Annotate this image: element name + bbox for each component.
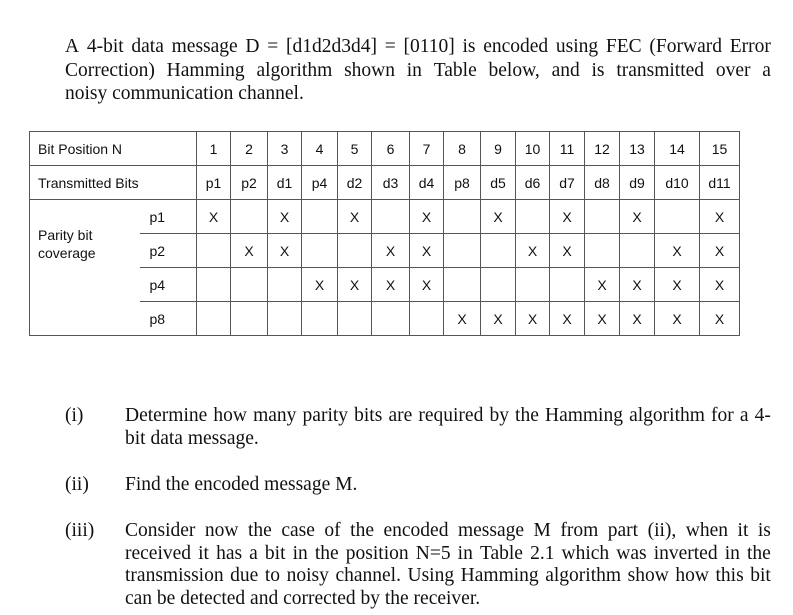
transmitted-bit-cell: d1 bbox=[268, 166, 302, 200]
coverage-mark-cell: X bbox=[585, 268, 620, 302]
bit-position-cell: 4 bbox=[302, 132, 338, 166]
coverage-mark-cell: X bbox=[516, 302, 550, 336]
word: the bbox=[350, 520, 374, 541]
transmitted-bit-cell: d9 bbox=[620, 166, 655, 200]
question-number: (ii) bbox=[65, 474, 89, 495]
bit-position-header: Bit Position N bbox=[30, 132, 197, 166]
bit-position-cell: 7 bbox=[410, 132, 444, 166]
bit-position-cell: 9 bbox=[481, 132, 516, 166]
question-line bbox=[125, 588, 771, 611]
question-line bbox=[125, 428, 771, 451]
coverage-mark-cell: X bbox=[268, 234, 302, 268]
word: it bbox=[737, 520, 749, 541]
word: A bbox=[65, 36, 80, 57]
word: position bbox=[345, 542, 409, 564]
coverage-mark-cell: X bbox=[268, 200, 302, 234]
table-row-transmitted-bits bbox=[30, 166, 740, 200]
word: has bbox=[216, 542, 243, 564]
coverage-empty-cell bbox=[585, 234, 620, 268]
word: channel. bbox=[335, 565, 401, 586]
coverage-empty-cell bbox=[338, 234, 372, 268]
word: can be detected and corrected by the receiver. bbox=[125, 587, 481, 609]
word: message bbox=[171, 36, 238, 57]
coverage-empty-cell bbox=[302, 302, 338, 336]
word: 4- bbox=[754, 405, 771, 426]
coverage-mark-cell: X bbox=[338, 268, 372, 302]
coverage-mark-cell: X bbox=[585, 302, 620, 336]
coverage-mark-cell: X bbox=[655, 234, 700, 268]
transmitted-bit-cell: d5 bbox=[481, 166, 516, 200]
coverage-empty-cell bbox=[268, 302, 302, 336]
coverage-mark-cell: X bbox=[410, 200, 444, 234]
coverage-empty-cell bbox=[231, 302, 268, 336]
word: (ii), bbox=[647, 520, 677, 541]
word: bit bbox=[750, 565, 771, 586]
question-line bbox=[125, 520, 771, 543]
transmitted-bit-cell: d8 bbox=[585, 166, 620, 200]
coverage-empty-cell bbox=[410, 302, 444, 336]
transmitted-bit-cell: p8 bbox=[444, 166, 481, 200]
word: Determine bbox=[125, 405, 208, 426]
intro-line bbox=[65, 59, 771, 83]
word: = bbox=[384, 36, 396, 57]
coverage-empty-cell bbox=[550, 268, 585, 302]
word: = bbox=[267, 36, 279, 57]
bit-position-cell: 2 bbox=[231, 132, 268, 166]
word: now bbox=[204, 520, 239, 541]
word: Using bbox=[407, 565, 455, 586]
parity-bit-label: p2 bbox=[140, 234, 197, 268]
coverage-empty-cell bbox=[338, 302, 372, 336]
coverage-label-line: Parity bit bbox=[38, 226, 93, 243]
word: transmitted bbox=[616, 59, 705, 81]
coverage-mark-cell: X bbox=[620, 302, 655, 336]
word: encoded bbox=[383, 520, 449, 541]
coverage-mark-cell: X bbox=[481, 200, 516, 234]
word: are bbox=[388, 405, 413, 426]
word: Error bbox=[729, 36, 771, 57]
bit-position-cell: 12 bbox=[585, 132, 620, 166]
coverage-mark-cell: X bbox=[231, 234, 268, 268]
bit-position-cell: 15 bbox=[700, 132, 740, 166]
bit-position-cell: 3 bbox=[268, 132, 302, 166]
transmitted-bit-cell: d7 bbox=[550, 166, 585, 200]
word: M bbox=[533, 520, 551, 541]
coverage-empty-cell bbox=[268, 268, 302, 302]
word: for bbox=[711, 405, 734, 426]
word: the bbox=[314, 542, 339, 564]
coverage-empty-cell bbox=[481, 268, 516, 302]
word: transmission bbox=[125, 565, 224, 586]
transmitted-bit-cell: d11 bbox=[700, 166, 740, 200]
word: how bbox=[675, 565, 709, 586]
hamming-coverage-table bbox=[29, 131, 740, 336]
intro-line bbox=[65, 35, 771, 59]
word: Hamming bbox=[460, 565, 539, 586]
word: which bbox=[561, 542, 610, 564]
coverage-empty-cell bbox=[302, 234, 338, 268]
transmitted-bit-cell: d6 bbox=[516, 166, 550, 200]
coverage-mark-cell: X bbox=[550, 200, 585, 234]
coverage-mark-cell: X bbox=[338, 200, 372, 234]
word: D bbox=[245, 36, 260, 57]
hamming-table-container bbox=[29, 131, 740, 336]
word: in bbox=[724, 542, 740, 564]
word: Find the encoded message M. bbox=[125, 474, 358, 495]
word: received bbox=[125, 542, 192, 564]
word: FEC bbox=[605, 36, 642, 57]
word: Table bbox=[479, 542, 523, 564]
coverage-mark-cell: X bbox=[700, 234, 740, 268]
word: this bbox=[715, 565, 744, 586]
transmitted-bit-cell: d10 bbox=[655, 166, 700, 200]
word: how bbox=[213, 405, 247, 426]
parity-coverage-text bbox=[38, 226, 140, 262]
coverage-mark-cell: X bbox=[620, 200, 655, 234]
coverage-mark-cell: X bbox=[372, 234, 410, 268]
coverage-mark-cell: X bbox=[655, 268, 700, 302]
word: [0110] bbox=[403, 36, 455, 57]
word: required bbox=[418, 405, 484, 426]
coverage-mark-cell: X bbox=[516, 234, 550, 268]
word: it bbox=[198, 542, 209, 564]
word: and bbox=[551, 59, 580, 81]
word: algorithm bbox=[629, 405, 705, 426]
bit-position-cell: 14 bbox=[655, 132, 700, 166]
coverage-empty-cell bbox=[197, 268, 231, 302]
coverage-mark-cell: X bbox=[550, 234, 585, 268]
word: a bbox=[739, 405, 749, 426]
table-row-parity-p4 bbox=[30, 268, 740, 302]
coverage-mark-cell: X bbox=[550, 302, 585, 336]
coverage-empty-cell bbox=[444, 200, 481, 234]
question-number: (i) bbox=[65, 405, 84, 426]
coverage-empty-cell bbox=[444, 268, 481, 302]
parity-coverage-label bbox=[30, 200, 140, 268]
coverage-mark-cell: X bbox=[372, 268, 410, 302]
parity-bit-label: p4 bbox=[140, 268, 197, 302]
word: to bbox=[264, 565, 281, 586]
coverage-empty-cell bbox=[516, 268, 550, 302]
question-line bbox=[125, 565, 771, 588]
word: in bbox=[457, 542, 473, 564]
coverage-mark-cell: X bbox=[700, 268, 740, 302]
parity-bit-label: p8 bbox=[140, 302, 197, 336]
word: part bbox=[607, 520, 639, 541]
word: in bbox=[292, 542, 308, 564]
transmitted-bit-cell: p2 bbox=[231, 166, 268, 200]
coverage-empty-cell bbox=[444, 234, 481, 268]
intro-paragraph bbox=[65, 35, 771, 106]
word: bit bbox=[264, 542, 286, 564]
word: noisy communication channel. bbox=[65, 83, 304, 104]
word: parity bbox=[302, 405, 349, 426]
transmitted-bit-cell: d4 bbox=[410, 166, 444, 200]
coverage-empty-cell bbox=[302, 200, 338, 234]
transmitted-bit-cell: d2 bbox=[338, 166, 372, 200]
word: message bbox=[457, 520, 525, 541]
table-row-bit-position bbox=[30, 132, 740, 166]
word: due bbox=[230, 565, 259, 586]
parity-label-blank bbox=[30, 268, 140, 336]
word: in bbox=[406, 59, 422, 81]
word: below, bbox=[488, 59, 540, 81]
word: the bbox=[248, 520, 272, 541]
bit-position-cell: 6 bbox=[372, 132, 410, 166]
word: of bbox=[324, 520, 341, 541]
word: from bbox=[560, 520, 599, 541]
coverage-empty-cell bbox=[655, 200, 700, 234]
word: the bbox=[515, 405, 539, 426]
bit-position-cell: 5 bbox=[338, 132, 372, 166]
word: by bbox=[489, 405, 509, 426]
parity-bit-label: p1 bbox=[140, 200, 197, 234]
bit-position-cell: 8 bbox=[444, 132, 481, 166]
coverage-mark-cell: X bbox=[410, 268, 444, 302]
coverage-empty-cell bbox=[516, 200, 550, 234]
question-line bbox=[125, 474, 771, 497]
bit-position-cell: 11 bbox=[550, 132, 585, 166]
coverage-empty-cell bbox=[585, 200, 620, 234]
transmitted-bits-header: Transmitted Bits bbox=[30, 166, 197, 200]
word: 2.1 bbox=[530, 542, 555, 564]
coverage-mark-cell: X bbox=[410, 234, 444, 268]
word: bits bbox=[354, 405, 383, 426]
bit-position-cell: 1 bbox=[197, 132, 231, 166]
word: a bbox=[762, 59, 771, 81]
word: Table bbox=[433, 59, 477, 81]
coverage-empty-cell bbox=[481, 234, 516, 268]
bit-position-cell: 10 bbox=[516, 132, 550, 166]
word: many bbox=[253, 405, 297, 426]
word: the bbox=[746, 542, 771, 564]
word: is bbox=[757, 520, 771, 541]
word: N=5 bbox=[415, 542, 451, 564]
coverage-empty-cell bbox=[231, 268, 268, 302]
word: inverted bbox=[653, 542, 718, 564]
coverage-label-line: coverage bbox=[38, 244, 96, 261]
intro-line bbox=[65, 82, 771, 106]
transmitted-bit-cell: d3 bbox=[372, 166, 410, 200]
word: using bbox=[555, 36, 599, 57]
word: encoded bbox=[483, 36, 549, 57]
word: is bbox=[462, 36, 476, 57]
coverage-mark-cell: X bbox=[700, 302, 740, 336]
word: algorithm bbox=[545, 565, 622, 586]
coverage-mark-cell: X bbox=[655, 302, 700, 336]
coverage-empty-cell bbox=[620, 234, 655, 268]
word: over bbox=[715, 59, 751, 81]
word: Hamming bbox=[544, 405, 623, 426]
question-text bbox=[125, 474, 771, 497]
transmitted-bit-cell: p1 bbox=[197, 166, 231, 200]
transmitted-bit-cell: p4 bbox=[302, 166, 338, 200]
word: shown bbox=[344, 59, 395, 81]
coverage-mark-cell: X bbox=[444, 302, 481, 336]
coverage-empty-cell bbox=[231, 200, 268, 234]
word: Consider bbox=[125, 520, 196, 541]
word: (Forward bbox=[649, 36, 722, 57]
question-number: (iii) bbox=[65, 520, 95, 541]
question-line bbox=[125, 543, 771, 566]
coverage-mark-cell: X bbox=[620, 268, 655, 302]
table-row-parity-p1 bbox=[30, 200, 740, 234]
coverage-empty-cell bbox=[197, 234, 231, 268]
coverage-mark-cell: X bbox=[700, 200, 740, 234]
word: Correction) bbox=[65, 59, 155, 81]
word: bit data message. bbox=[125, 427, 259, 449]
question-text bbox=[125, 405, 771, 450]
word: data bbox=[131, 36, 164, 57]
coverage-empty-cell bbox=[197, 302, 231, 336]
word: was bbox=[616, 542, 647, 564]
coverage-empty-cell bbox=[372, 302, 410, 336]
word: Hamming bbox=[166, 59, 245, 81]
word: noisy bbox=[286, 565, 329, 586]
word: is bbox=[591, 59, 605, 81]
word: algorithm bbox=[256, 59, 333, 81]
word: [d1d2d3d4] bbox=[285, 36, 377, 57]
question-text bbox=[125, 520, 771, 610]
coverage-mark-cell: X bbox=[197, 200, 231, 234]
question-line bbox=[125, 405, 771, 428]
word: a bbox=[249, 542, 258, 564]
coverage-empty-cell bbox=[372, 200, 410, 234]
coverage-mark-cell: X bbox=[302, 268, 338, 302]
word: case bbox=[281, 520, 315, 541]
bit-position-cell: 13 bbox=[620, 132, 655, 166]
word: 4-bit bbox=[86, 36, 124, 57]
coverage-mark-cell: X bbox=[481, 302, 516, 336]
word: show bbox=[627, 565, 669, 586]
word: when bbox=[685, 520, 729, 541]
